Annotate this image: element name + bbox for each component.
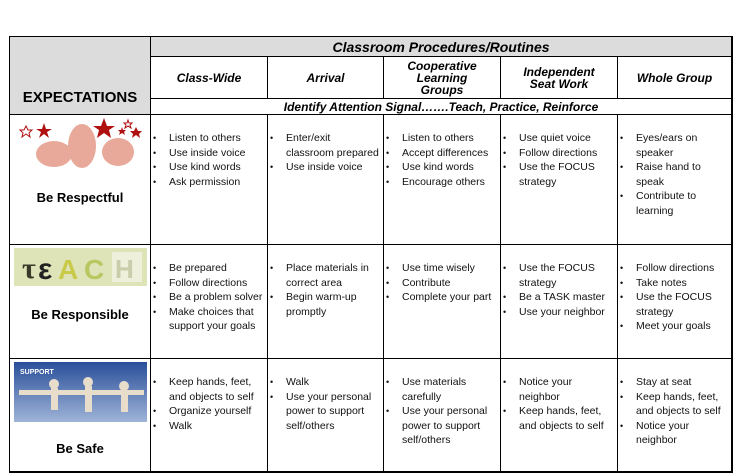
procedure-cell	[150, 358, 267, 471]
procedure-item: • Use materials carefully	[384, 375, 498, 404]
procedure-item: • Complete your part	[384, 290, 498, 305]
procedure-item: • Walk	[151, 419, 265, 434]
procedure-item: • Use inside voice	[151, 146, 265, 161]
table-title: Classroom Procedures/Routines	[150, 36, 731, 56]
procedure-item: • Keep hands, feet, and objects to self	[151, 375, 265, 404]
procedures-table	[9, 36, 733, 473]
col-header-class-wide: Class-Wide	[150, 56, 267, 98]
procedure-item: • Make choices that support your goals	[151, 305, 265, 334]
procedure-item: • Use the FOCUS strategy	[501, 261, 615, 290]
svg-text:SUPPORT: SUPPORT	[20, 369, 54, 376]
procedure-item: • Use kind words	[384, 160, 498, 175]
svg-text:τ: τ	[22, 252, 36, 285]
expectation-cell	[9, 358, 150, 471]
expectation-cell	[9, 244, 150, 358]
procedure-item: • Meet your goals	[618, 319, 729, 334]
procedure-item: • Ask permission	[151, 175, 265, 190]
procedure-item: • Follow directions	[501, 146, 615, 161]
svg-text:C: C	[84, 254, 105, 285]
svg-text:H: H	[115, 254, 134, 284]
procedure-item: • Follow directions	[151, 276, 265, 291]
procedure-item: • Listen to others	[384, 131, 498, 146]
procedure-item: • Be prepared	[151, 261, 265, 276]
procedure-cell	[500, 244, 617, 358]
procedure-item: • Keep hands, feet, and objects to self	[618, 390, 729, 419]
expectation-label: Be Responsible	[31, 307, 129, 322]
col-header-cooperative: Cooperative Learning Groups	[383, 56, 500, 98]
svg-text:ε: ε	[38, 253, 53, 286]
procedure-item: • Contribute to learning	[618, 189, 729, 218]
procedure-item: • Be a TASK master	[501, 290, 615, 305]
procedure-item: • Accept differences	[384, 146, 498, 161]
procedure-item: • Notice your neighbor	[618, 419, 729, 448]
col-header-whole-group: Whole Group	[617, 56, 731, 98]
procedure-item: • Use your personal power to support self/others	[384, 404, 498, 448]
procedure-item: • Keep hands, feet, and objects to self	[501, 404, 615, 433]
expectation-image	[14, 118, 146, 175]
procedure-item: • Walk	[268, 375, 381, 390]
expectations-header: EXPECTATIONS	[9, 36, 150, 114]
procedure-item: • Use your personal power to support self/others	[268, 390, 381, 434]
procedure-item: • Use the FOCUS strategy	[618, 290, 729, 319]
procedure-item: • Place materials in correct area	[268, 261, 381, 290]
procedure-cell	[267, 244, 383, 358]
procedure-cell	[500, 114, 617, 244]
procedure-item: • Use kind words	[151, 160, 265, 175]
col-header-arrival: Arrival	[267, 56, 383, 98]
procedure-item: • Eyes/ears on speaker	[618, 131, 729, 160]
procedure-cell	[617, 244, 731, 358]
procedure-cell	[267, 114, 383, 244]
procedure-item: • Begin warm-up promptly	[268, 290, 381, 319]
expectation-label: Be Respectful	[36, 190, 124, 205]
procedure-item: • Use quiet voice	[501, 131, 615, 146]
procedure-item: • Take notes	[618, 276, 729, 291]
expectation-cell	[9, 114, 150, 244]
expectation-image	[14, 362, 146, 427]
procedure-item: • Contribute	[384, 276, 498, 291]
procedure-cell	[150, 244, 267, 358]
procedure-item: • Raise hand to speak	[618, 160, 729, 189]
expectation-label: Be Safe	[56, 441, 104, 456]
procedure-item: • Use your neighbor	[501, 305, 615, 320]
attention-signal-row: Identify Attention Signal…….Teach, Practice, Reinforce	[150, 98, 731, 114]
svg-text:A: A	[58, 254, 79, 285]
procedure-item: • Listen to others	[151, 131, 265, 146]
procedure-cell	[150, 114, 267, 244]
procedure-item: • Notice your neighbor	[501, 375, 615, 404]
col-header-independent: Independent Seat Work	[500, 56, 617, 98]
procedure-item: • Stay at seat	[618, 375, 729, 390]
procedure-item: • Follow directions	[618, 261, 729, 276]
procedure-cell	[617, 114, 731, 244]
procedure-item: • Use time wisely	[384, 261, 498, 276]
procedure-cell	[500, 358, 617, 471]
procedure-item: • Organize yourself	[151, 404, 265, 419]
procedure-item: • Enter/exit classroom prepared	[268, 131, 381, 160]
procedure-cell	[617, 358, 731, 471]
procedure-cell	[383, 114, 500, 244]
procedure-cell	[383, 244, 500, 358]
expectation-image	[14, 248, 146, 291]
procedure-cell	[383, 358, 500, 471]
procedure-cell	[267, 358, 383, 471]
procedure-item: • Use the FOCUS strategy	[501, 160, 615, 189]
procedure-item: • Be a problem solver	[151, 290, 265, 305]
procedure-item: • Encourage others	[384, 175, 498, 190]
procedure-item: • Use inside voice	[268, 160, 381, 175]
